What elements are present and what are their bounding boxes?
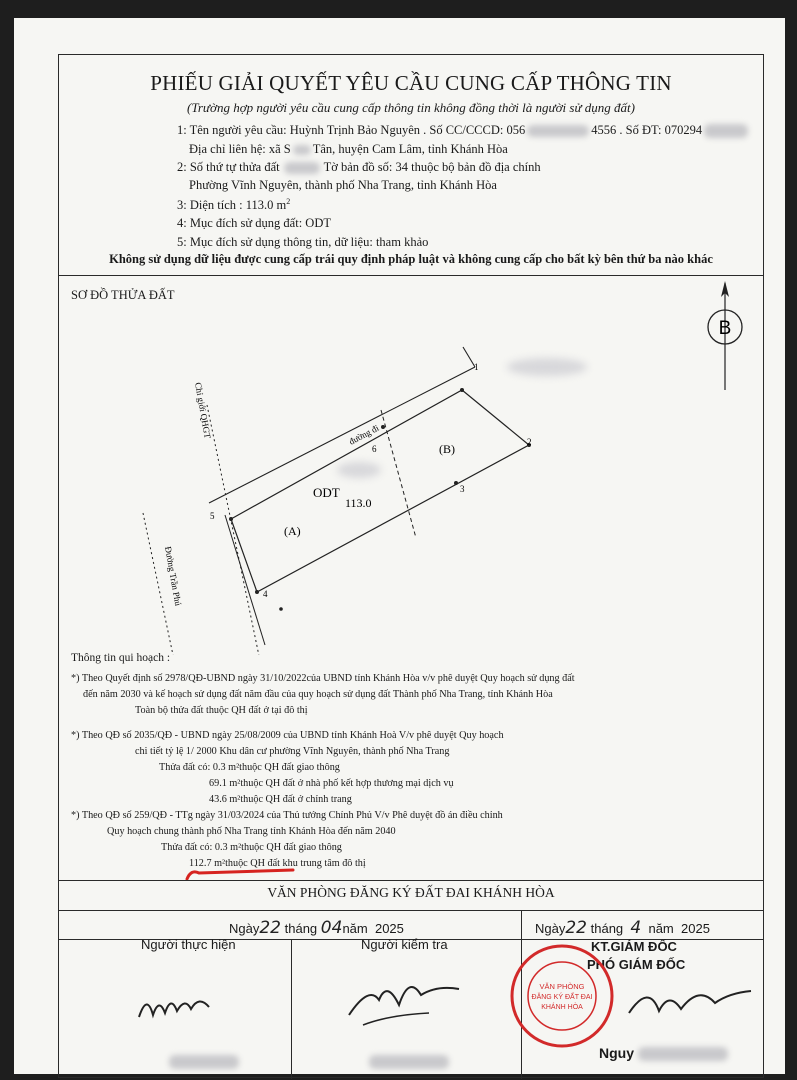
- col-checker: Người kiểm tra: [361, 937, 448, 952]
- svg-text:KHÁNH HÒA: KHÁNH HÒA: [541, 1004, 583, 1011]
- address-line: Địa chỉ liên hệ: xã S Tân, huyện Cam Lâm, tỉnh Khánh Hòa: [189, 142, 508, 156]
- form-subtitle: (Trường hợp người yêu cầu cung cấp thông tin không đồng thời là người sử dụng đất): [187, 100, 635, 115]
- document-page: [14, 18, 785, 1074]
- signer-name: Nguy: [599, 1045, 728, 1061]
- redacted-id: [527, 125, 589, 137]
- requester-label: 1: Tên người yêu cầu: Huỳnh Trịnh Bảo Nguyên . Số CC/CCCD: 056: [177, 123, 526, 137]
- parcel-diagram: [59, 275, 763, 655]
- tranphu-label: Đường Trần Phú: [163, 545, 184, 607]
- redacted-name-mid: [369, 1055, 449, 1069]
- planning-heading: Thông tin qui hoạch :: [71, 652, 171, 664]
- svg-text:1: 1: [474, 362, 479, 372]
- land-use-line: 4: Mục đích sử dụng đất: ODT: [177, 216, 331, 230]
- parcel-outline: [231, 390, 529, 592]
- date-right: Ngày22 tháng 4 năm 2025: [535, 918, 710, 938]
- svg-text:ĐĂNG KÝ ĐẤT ĐAI: ĐĂNG KÝ ĐẤT ĐAI: [531, 994, 593, 1001]
- map-title: SƠ ĐỒ THỬA ĐẤT: [71, 288, 175, 302]
- redacted-name-left: [169, 1055, 239, 1069]
- chigioi-label: Chỉ giới QHGT: [193, 381, 213, 440]
- svg-text:4: 4: [263, 589, 268, 599]
- signature-director: [619, 973, 759, 1033]
- col-deputy: PHÓ GIÁM ĐỐC: [587, 957, 686, 972]
- redacted-commune: [293, 145, 311, 155]
- parcel-line: 2: Số thứ tự thửa đất Tờ bản đồ số: 34 thuộc bộ bản đồ địa chính: [177, 160, 541, 174]
- ward-line: Phường Vĩnh Nguyên, thành phố Nha Trang, tỉnh Khánh Hòa: [189, 178, 497, 192]
- road-edge-upper: [209, 367, 475, 503]
- info-purpose-line: 5: Mục đích sử dụng thông tin, dữ liệu: tham khảo: [177, 235, 429, 249]
- signature-checker: [329, 965, 469, 1035]
- redacted-signer-name: [638, 1047, 728, 1061]
- form-frame: PHIẾU GIẢI QUYẾT YÊU CẦU CUNG CẤP THÔNG TIN (Trường hợp người yêu cầu cung cấp thông tin không đồng thời là người sử dụng đất) 1: Tên người yêu cầu: Huỳnh Trịnh Bảo Nguyên . Số CC/CCCD: 056 4556 . Số ĐT: 070294 Địa chỉ liên hệ: xã S Tân, huyện Cam Lâm, tỉnh Khánh Hòa 2: Số thứ tự thửa đất Tờ bản đồ số: 34 thuộc bộ bản đồ địa chính Phường Vĩnh Nguyên, thành phố Nha Trang, tỉnh Khánh Hòa 3: Diện tích : 113.0 $m^2$ 4: Mục đích sử dụng đất: ODT 5: Mục đích sử dụng thông tin, dữ liệu: tham khảo Không sử dụng dữ liệu được cung cấp trái quy định pháp luật và không cung cấp cho bất kỳ bên thứ ba nào khác SƠ ĐỒ THỬA ĐẤT B 1 2 3 4 5 6 đường đi (B) (A) ODT 113.0 Chỉ giới QHGT Đường Trần Phú Thông tin qui hoạch : *) Theo Quyết định số 2978/QĐ-UBND ngày 31/10/2022của UBND tỉnh Khánh Hòa v/v phê duyệt Quy hoạch sử dụng đất đến năm 2030 và kế hoạch sử dụng đất năm đầu của quy hoạch sử dụng đất Thành phố Nha Trang, tỉnh Khánh Hòa Toàn bộ thửa đất thuộc QH đất ở tại đô thị *) Theo QĐ số 2035/QĐ - UBND ngày 25/08/2009 của UBND tỉnh Khánh Hoà V/v phê duyệt Quy hoạch chi tiết tỷ lệ 1/ 2000 Khu dân cư phường Vĩnh Nguyên, thành phố Nha Trang Thửa đất có: 0.3 m²thuộc QH đất giao thông 69.1 m²thuộc QH đất ở nhà phố kết hợp thương mại dịch vụ 43.6 m²thuộc QH đất ở chỉnh trang *) Theo QĐ số 259/QĐ - TTg ngày 31/03/2024 của Thủ tướng Chính Phủ V/v Phê duyệt đồ án điều chỉnh Quy hoạch chung thành phố Nha Trang tỉnh Khánh Hòa đến năm 2040 Thửa đất có: 0.3 m²thuộc QH đất giao thông 112.7 m²thuộc QH đất khu trung tâm đô thị VĂN PHÒNG ĐĂNG KÝ ĐẤT ĐAI KHÁNH HÒA Ngày22 tháng 04năm 2025 Ngày22 tháng 4 năm 2025 Người thực hiện Người kiểm tra KT.GIÁM ĐỐC PHÓ GIÁM ĐỐC VĂN PHÒNG ĐĂNG KÝ ĐẤT ĐAI KHÁNH HÒA Nguy: [58, 54, 764, 1078]
- svg-text:3: 3: [460, 484, 465, 494]
- svg-text:2: 2: [527, 437, 532, 447]
- svg-text:6: 6: [372, 444, 377, 454]
- redacted-parcel-number: [284, 162, 320, 174]
- usage-warning: Không sử dụng dữ liệu được cung cấp trái quy định pháp luật và không cung cấp cho bất kỳ bên thứ ba nào khác: [109, 252, 713, 266]
- svg-text:5: 5: [210, 511, 215, 521]
- date-left: Ngày22 tháng 04năm 2025: [229, 918, 404, 938]
- red-seal: [507, 941, 617, 1051]
- requester-phone: 4556 . Số ĐT: 070294: [591, 123, 703, 137]
- svg-text:VĂN PHÒNG: VĂN PHÒNG: [539, 982, 585, 991]
- form-title: PHIẾU GIẢI QUYẾT YÊU CẦU CUNG CẤP THÔNG TIN: [150, 71, 672, 95]
- divider-office: [59, 880, 763, 881]
- office-name: VĂN PHÒNG ĐĂNG KÝ ĐẤT ĐAI KHÁNH HÒA: [267, 885, 555, 900]
- requester-line: [177, 123, 748, 138]
- area-value-label: 113.0: [345, 496, 372, 510]
- signature-performer: [129, 975, 249, 1035]
- dashed-road-line: [381, 410, 416, 538]
- north-label: B: [718, 318, 732, 339]
- col-director: KT.GIÁM ĐỐC: [591, 939, 677, 954]
- label-b: (B): [439, 442, 455, 456]
- land-type-label: ODT: [313, 485, 340, 500]
- label-a: (A): [284, 524, 301, 538]
- area-line: 3: Diện tích : 113.0 $m^2$: [177, 197, 291, 213]
- redacted-phone: [704, 124, 748, 138]
- col-performer: Người thực hiện: [141, 937, 236, 952]
- road-label: đường đi: [347, 422, 381, 447]
- north-arrow: [708, 281, 742, 390]
